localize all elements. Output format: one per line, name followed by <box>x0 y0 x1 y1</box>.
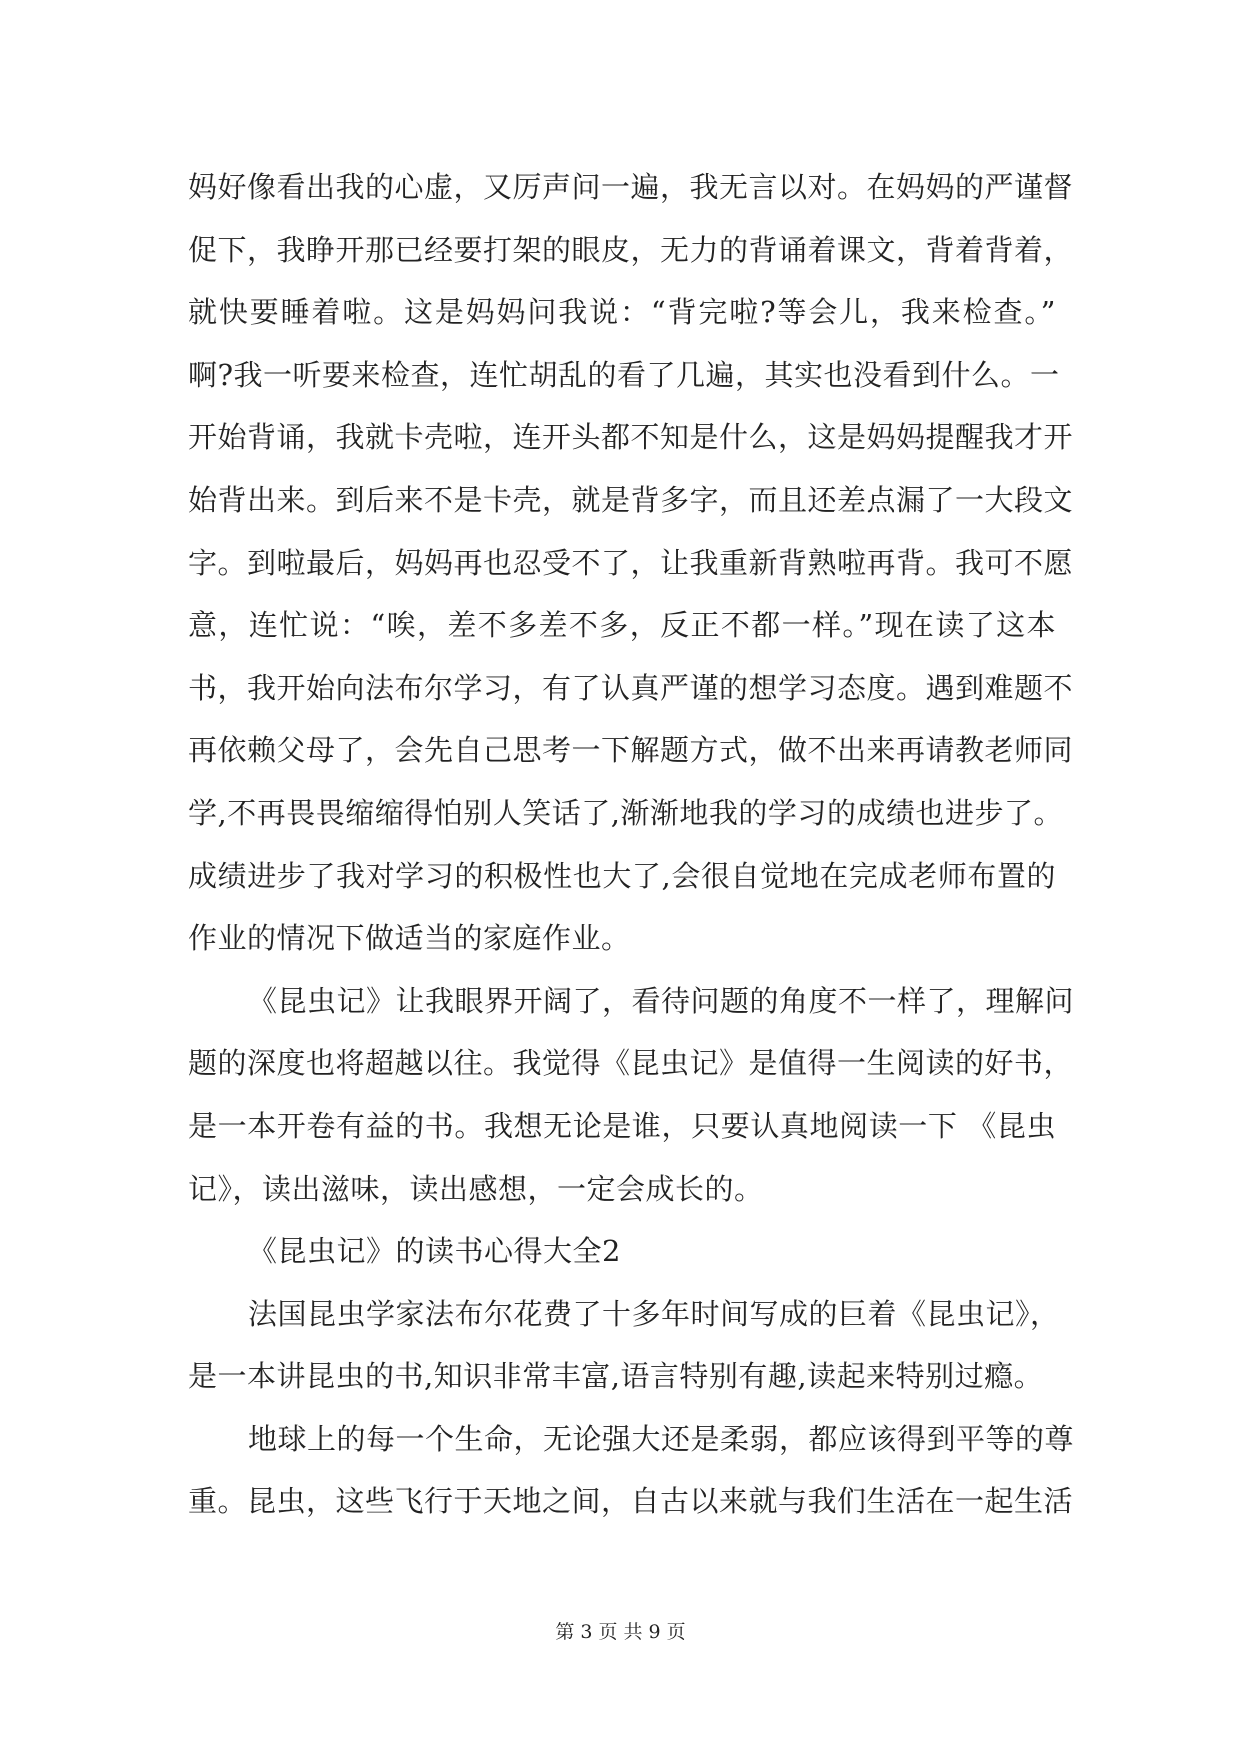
document-body <box>188 156 1075 1533</box>
text-line: 地球上的每一个生命，无论强大还是柔弱，都应该得到平等的尊 <box>248 1421 1075 1456</box>
text-line: 《昆虫记》让我眼界开阔了，看待问题的角度不一样了，理解问 <box>248 983 1075 1018</box>
text-line: 始背出来。到后来不是卡壳，就是背多字，而且还差点漏了一大段文 <box>188 482 1074 517</box>
text-line: 开始背诵，我就卡壳啦，连开头都不知是什么，这是妈妈提醒我才开 <box>188 420 1074 455</box>
text-line: 书，我开始向法布尔学习，有了认真严谨的想学习态度。遇到难题不 <box>188 670 1074 705</box>
text-line: 啊?我一听要来检查，连忙胡乱的看了几遍，其实也没看到什么。一 <box>188 357 1060 392</box>
text-line: 再依赖父母了，会先自己思考一下解题方式，做不出来再请教老师同 <box>188 733 1074 768</box>
text-line: 重。昆虫，这些飞行于天地之间，自古以来就与我们生活在一起生活 <box>188 1484 1074 1519</box>
text-line: 《昆虫记》的读书心得大全2 <box>248 1234 621 1269</box>
text-line: 作业的情况下做适当的家庭作业。 <box>188 921 631 956</box>
page-number-footer: 第 3 页 共 9 页 <box>555 1621 686 1643</box>
text-line: 字。到啦最后，妈妈再也忍受不了，让我重新背熟啦再背。我可不愿 <box>188 545 1074 580</box>
text-line: 就快要睡着啦。这是妈妈问我说：“背完啦?等会儿，我来检查。” <box>188 295 1056 330</box>
text-line: 意，连忙说：“唉，差不多差不多，反正不都一样。”现在读了这本 <box>188 608 1056 643</box>
text-line: 学,不再畏畏缩缩得怕别人笑话了,渐渐地我的学习的成绩也进步了。 <box>188 795 1063 830</box>
text-line: 妈好像看出我的心虚，又厉声问一遍，我无言以对。在妈妈的严谨督 <box>188 170 1074 204</box>
text-line: 促下，我睁开那已经要打架的眼皮，无力的背诵着课文，背着背着， <box>188 232 1074 267</box>
text-line: 成绩进步了我对学习的积极性也大了,会很自觉地在完成老师布置的 <box>188 858 1056 893</box>
text-line: 记》，读出滋味，读出感想，一定会成长的。 <box>188 1171 764 1206</box>
text-line: 法国昆虫学家法布尔花费了十多年时间写成的巨着《昆虫记》， <box>248 1296 1060 1331</box>
text-line: 是一本讲昆虫的书,知识非常丰富,语言特别有趣,读起来特别过瘾。 <box>188 1359 1044 1394</box>
text-line: 题的深度也将超越以往。我觉得《昆虫记》是值得一生阅读的好书， <box>188 1046 1074 1081</box>
text-line: 是一本开卷有益的书。我想无论是谁，只要认真地阅读一下 《昆虫 <box>188 1108 1056 1143</box>
